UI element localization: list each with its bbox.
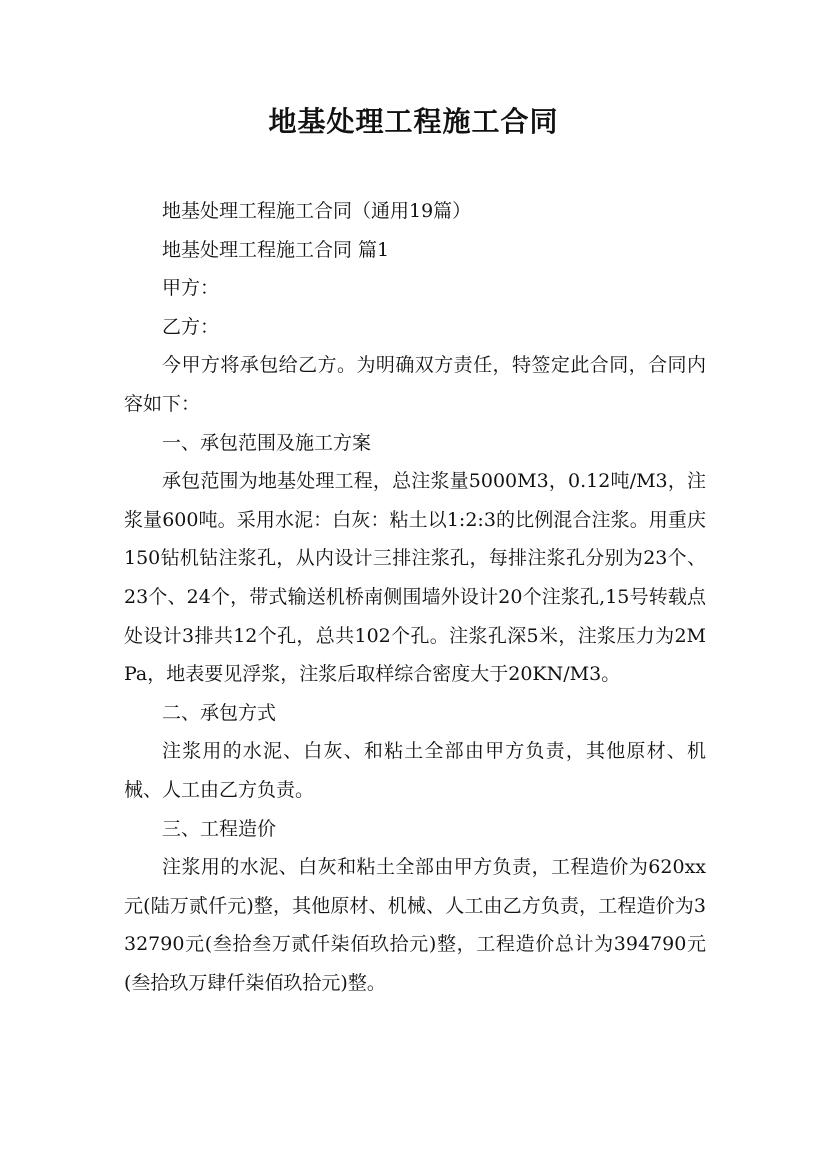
paragraph-party-a: 甲方： [162, 277, 220, 300]
section-heading-cost: 三、工程造价 [162, 817, 277, 840]
paragraph-collection-title: 地基处理工程施工合同（通用19篇） [162, 200, 472, 222]
paragraph-intro: 今甲方将承包给乙方。为明确双方责任，特签定此合同，合同内容如下： [124, 354, 706, 415]
paragraph-cost: 注浆用的水泥、白灰和粘土全部由甲方负责，工程造价为620xx元(陆万贰仟元)整，其他原材、机械、人工由乙方负责，工程造价为332790元(叁拾叁万贰仟柒佰玖拾元)整，工程造价总计为394790元(叁拾玖万肆仟柒佰玖拾元)整。 [124, 856, 706, 994]
section-heading-scope: 一、承包范围及施工方案 [162, 431, 372, 454]
paragraph-contract-method: 注浆用的水泥、白灰、和粘土全部由甲方负责，其他原材、机械、人工由乙方负责。 [124, 740, 706, 801]
paragraph-part-heading: 地基处理工程施工合同 篇1 [162, 238, 390, 261]
paragraph-scope: 承包范围为地基处理工程，总注浆量5000M3，0.12吨/M3，注浆量600吨。采用水泥：白灰：粘土以1:2:3的比例混合注浆。用重庆150钻机钻注浆孔，从内设计三排注浆孔，每排注浆孔分别为23个、23个、24个，带式输送机桥南侧围墙外设计20个注浆孔,15号转载点处设计3排共12个孔，总共102个孔。注浆孔深5米，注浆压力为2MPa，地表要见浮浆，注浆后取样综合密度大于20KN/M3。 [124, 470, 706, 686]
paragraph-party-b: 乙方： [162, 315, 220, 338]
document-title: 地基处理工程施工合同 [268, 105, 559, 138]
section-heading-contract-method: 二、承包方式 [162, 701, 277, 724]
document-body [124, 192, 706, 1002]
